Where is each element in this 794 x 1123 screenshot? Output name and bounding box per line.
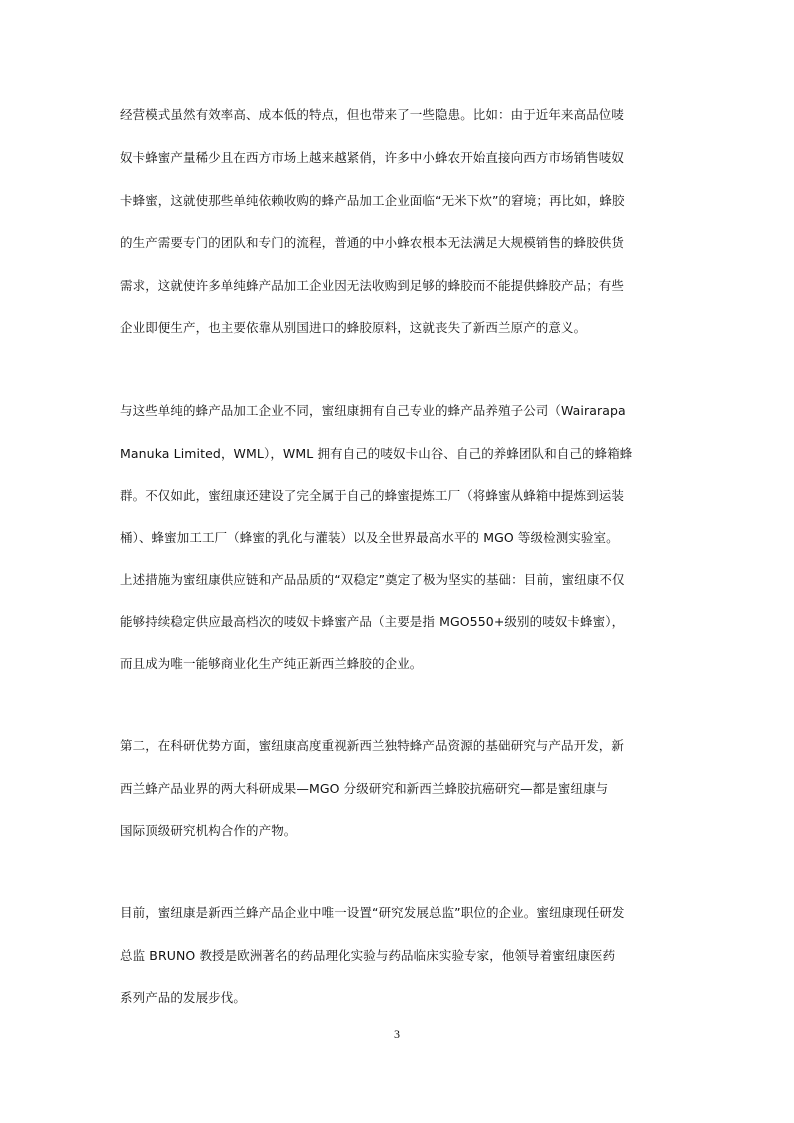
paragraph-1-line-1: 经营模式虽然有效率高、成本低的特点，但也带来了一些隐患。比如：由于近年来高品位唛 (120, 107, 625, 122)
paragraph-4-line-2: 总监 BRUNO 教授是欧洲著名的药品理化实验与药品临床实验专家，他领导着蜜纽康医药 (120, 948, 616, 963)
paragraph-2-line-3: 群。不仅如此，蜜纽康还建设了完全属于自己的蜂蜜提炼工厂（将蜂蜜从蜂箱中提炼到运装 (120, 488, 625, 503)
paragraph-4-line-3: 系列产品的发展步伐。 (120, 990, 247, 1005)
paragraph-2-line-1: 与这些单纯的蜂产品加工企业不同，蜜纽康拥有自己专业的蜂产品养殖子公司（Wairarapa (120, 403, 626, 418)
paragraph-1-line-2: 奴卡蜂蜜产量稀少且在西方市场上越来越紧俏，许多中小蜂农开始直接向西方市场销售唛奴 (120, 150, 625, 165)
paragraph-2-line-6: 能够持续稳定供应最高档次的唛奴卡蜂蜜产品（主要是指 MGO550+级别的唛奴卡蜂蜜）， (120, 614, 625, 629)
paragraph-1-line-3: 卡蜂蜜，这就使那些单纯依赖收购的蜂产品加工企业面临“无米下炊”的窘境；再比如，蜂胶 (120, 193, 625, 208)
paragraph-3-line-1: 第二，在科研优势方面，蜜纽康高度重视新西兰独特蜂产品资源的基础研究与产品开发，新 (120, 738, 625, 753)
paragraph-2-line-5: 上述措施为蜜纽康供应链和产品品质的“双稳定”奠定了极为坚实的基础：目前，蜜纽康不仅 (120, 572, 625, 587)
page-number: 3 (394, 1027, 400, 1041)
paragraph-1-line-5: 需求，这就使许多单纯蜂产品加工企业因无法收购到足够的蜂胶而不能提供蜂胶产品；有些 (120, 278, 625, 293)
paragraph-2-line-4: 桶）、蜂蜜加工工厂（蜂蜜的乳化与灌装）以及全世界最高水平的 MGO 等级检测实验室。 (120, 530, 619, 545)
paragraph-2-line-7: 而且成为唯一能够商业化生产纯正新西兰蜂胶的企业。 (120, 656, 423, 671)
paragraph-1-line-6: 企业即便生产，也主要依靠从别国进口的蜂胶原料，这就丧失了新西兰原产的意义。 (120, 320, 587, 335)
paragraph-3-line-2: 西兰蜂产品业界的两大科研成果—MGO 分级研究和新西兰蜂胶抗癌研究—都是蜜纽康与 (120, 781, 609, 796)
paragraph-1-line-4: 的生产需要专门的团队和专门的流程，普通的中小蜂农根本无法满足大规模销售的蜂胶供货 (120, 235, 625, 250)
paragraph-4-line-1: 目前，蜜纽康是新西兰蜂产品企业中唯一设置“研究发展总监”职位的企业。蜜纽康现任研发 (120, 905, 625, 920)
paragraph-2-line-2: Manuka Limited，WML），WML 拥有自己的唛奴卡山谷、自己的养蜂团队和自己的蜂箱蜂 (120, 446, 633, 461)
paragraph-3-line-3: 国际顶级研究机构合作的产物。 (120, 823, 297, 838)
